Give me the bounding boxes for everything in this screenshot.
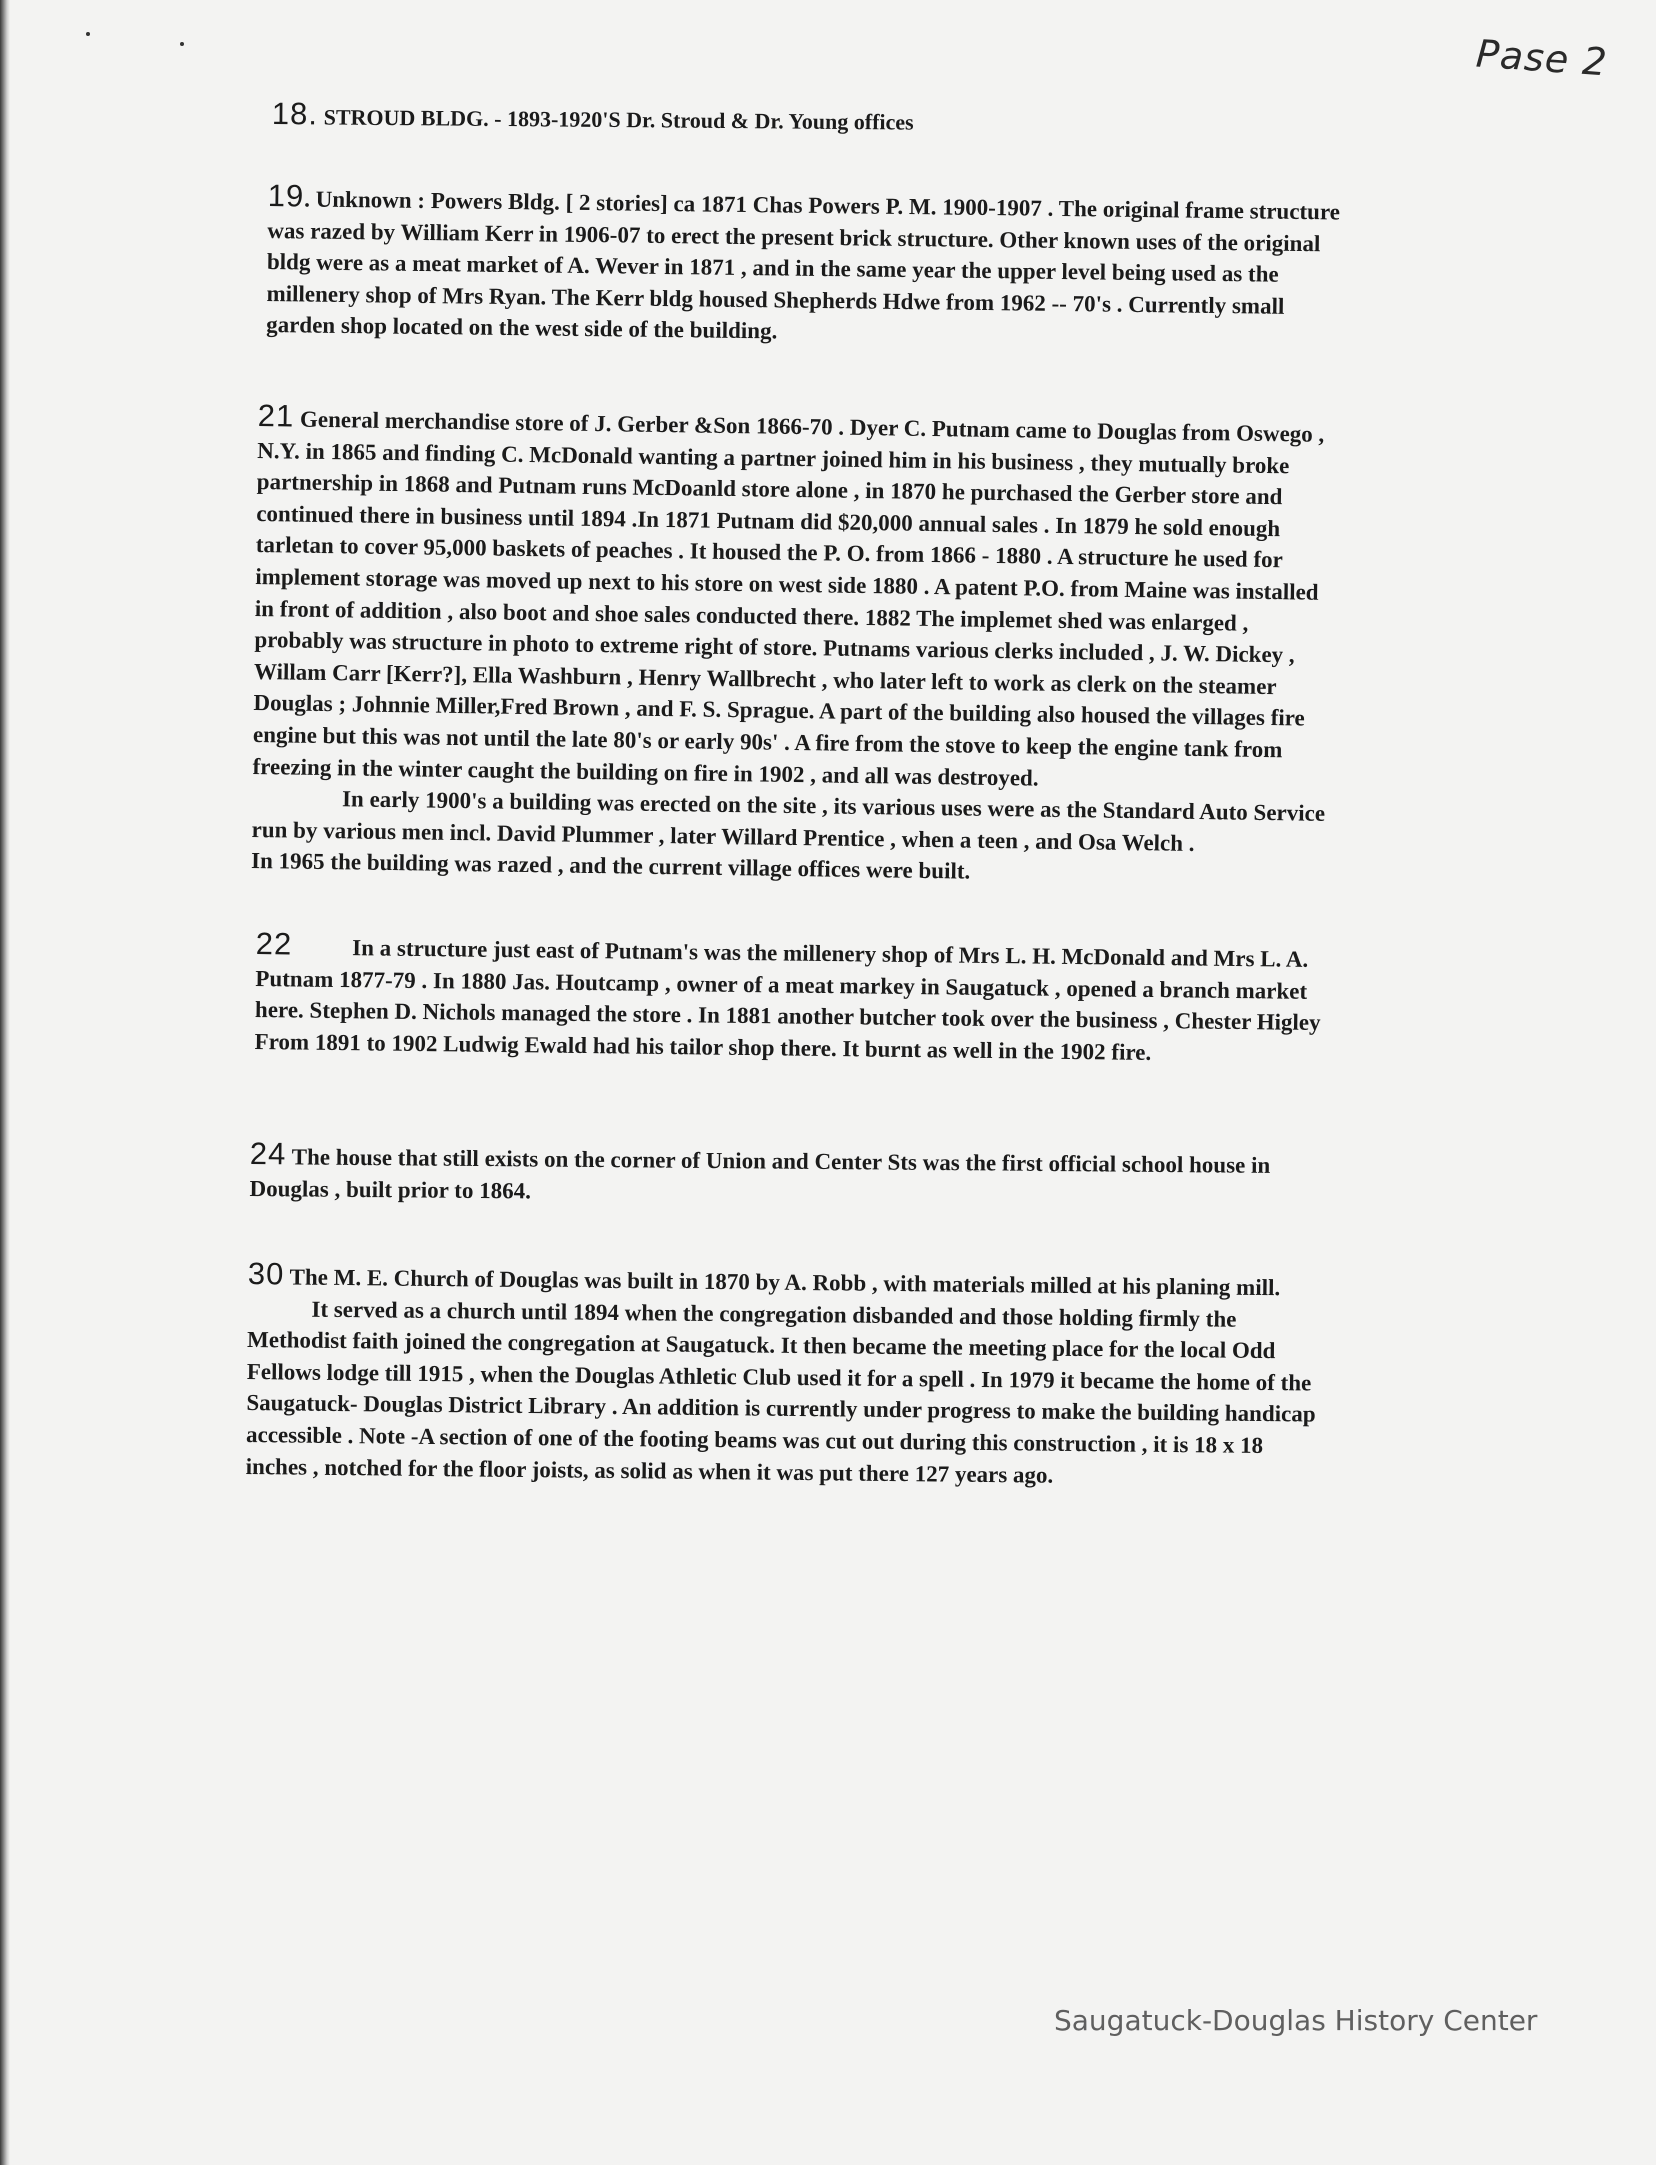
entry-line: inches , notched for the floor joists, as solid as when it was put there 127 years ago.: [245, 1453, 1054, 1488]
entry-line: continued there in business until 1894 .In 1871 Putnam did $20,000 annual sales . In 1879 he sold enough: [256, 500, 1281, 541]
scan-edge-shadow: [0, 0, 10, 2165]
entry-text: . Unknown : Powers Bldg. [ 2 stories] ca 1871 Chas Powers P. M. 1900-1907 . The original frame structure: [304, 186, 1341, 225]
entry-line: millenery shop of Mrs Ryan. The Kerr bldg housed Shepherds Hdwe from 1962 -- 70's . Currently small: [266, 280, 1285, 319]
entry-line: Douglas ; Johnnie Miller,Fred Brown , and F. S. Sprague. A part of the building also housed the villages fire: [253, 690, 1305, 731]
entry-line: probably was structure in photo to extreme right of store. Putnams various clerks included , J. W. Dickey ,: [254, 627, 1295, 668]
entry-line: run by various men incl. David Plummer , later Willard Prentice , when a teen , and Osa Welch .: [251, 816, 1195, 856]
entry-line: garden shop located on the west side of the building.: [266, 312, 778, 344]
entry-line: Douglas , built prior to 1864.: [249, 1175, 532, 1204]
entry-line: accessible . Note -A section of one of the footing beams was cut out during this construction , it is 18 x 18: [245, 1421, 1264, 1458]
entry-text: In early 1900's a building was erected on the site , its various uses were as the Standard Auto Service: [341, 786, 1326, 826]
entry-text: The M. E. Church of Douglas was built in 1870 by A. Robb , with materials milled at his planing mill.: [289, 1264, 1281, 1301]
entry-line: in front of addition , also boot and shoe sales conducted there. 1882 The implemet shed was enlarged ,: [254, 595, 1249, 636]
entry-line: Methodist faith joined the congregation at Saugatuck. It then became the meeting place for the local Odd: [246, 1327, 1276, 1364]
entry-text: The house that still exists on the corner of Union and Center Sts was the first official school house in: [291, 1144, 1271, 1178]
entry-text: General merchandise store of J. Gerber &Son 1866-70 . Dyer C. Putnam came to Douglas from Oswego ,: [299, 406, 1325, 447]
handwritten-page-mark: Pase 2: [1474, 31, 1610, 85]
entry-number: 30: [247, 1256, 285, 1292]
entry-24: [249, 1138, 1550, 1216]
entry-number: 22: [255, 926, 293, 962]
entry-line: engine but this was not until the late 80's or early 90s' . A fire from the stove to keep the engine tank from: [252, 721, 1283, 763]
scan-speck: [86, 32, 90, 36]
entry-line: Willam Carr [Kerr?], Ella Washburn , Henry Wallbrecht , who later left to work as clerk on the steamer: [253, 658, 1277, 699]
entry-line: bldg were as a meat market of A. Wever in 1871 , and in the same year the upper level being used as the: [266, 249, 1279, 287]
entry-line: partnership in 1868 and Putnam runs McDoanld store alone , in 1870 he purchased the Gerber store and: [256, 469, 1283, 510]
entry-line: In 1965 the building was razed , and the current village offices were built.: [250, 848, 971, 884]
entry-text: STROUD BLDG. - 1893-1920'S Dr. Stroud & Dr. Young offices: [323, 104, 914, 135]
entry-19: [266, 180, 1568, 357]
entry-line: freezing in the winter caught the building on fire in 1902 , and all was destroyed.: [252, 753, 1039, 791]
entry-18: [272, 98, 1572, 144]
entry-text: It served as a church until 1894 when the congregation disbanded and those holding firmly the: [311, 1296, 1237, 1332]
entry-line: N.Y. in 1865 and finding C. McDonald wanting a partner joined him in his business , they mutually broke: [257, 437, 1290, 478]
entry-line: Saugatuck- Douglas District Library . An addition is currently under progress to make the building handicap: [246, 1390, 1316, 1427]
entry-line: From 1891 to 1902 Ludwig Ewald had his tailor shop there. It burnt as well in the 1902 fire.: [254, 1028, 1152, 1065]
footer-watermark: Saugatuck-Douglas History Center: [1054, 2004, 1538, 2037]
entry-line: [272, 98, 1572, 144]
entry-line: implement storage was moved up next to his store on west side 1880 . A patent P.O. from Maine was installed: [255, 563, 1319, 605]
entry-number: 19: [267, 178, 305, 214]
entry-30: [246, 1258, 1548, 1496]
entry-number: 21: [257, 398, 295, 434]
entry-line: Putnam 1877-79 . In 1880 Jas. Houtcamp , owner of a meat markey in Saugatuck , opened a branch market: [255, 965, 1308, 1004]
entry-line: here. Stephen D. Nichols managed the store . In 1881 another butcher took over the business , Chester Higley: [254, 997, 1321, 1036]
entry-line: Fellows lodge till 1915 , when the Douglas Athletic Club used it for a spell . In 1979 it became the home of the: [246, 1358, 1312, 1396]
entry-number: 18.: [271, 96, 319, 132]
scan-speck: [180, 42, 184, 46]
entry-number: 24: [249, 1136, 287, 1172]
entry-21: [251, 400, 1558, 896]
entry-line: tarletan to cover 95,000 baskets of peaches . It housed the P. O. from 1866 - 1880 . A structure he used for: [255, 532, 1283, 573]
entry-text: In a structure just east of Putnam's was the millenery shop of Mrs L. H. McDonald and Mrs L. A.: [352, 935, 1309, 972]
entry-line: was razed by William Kerr in 1906-07 to erect the present brick structure. Other known uses of the original: [267, 217, 1321, 256]
entry-22: [254, 928, 1555, 1073]
